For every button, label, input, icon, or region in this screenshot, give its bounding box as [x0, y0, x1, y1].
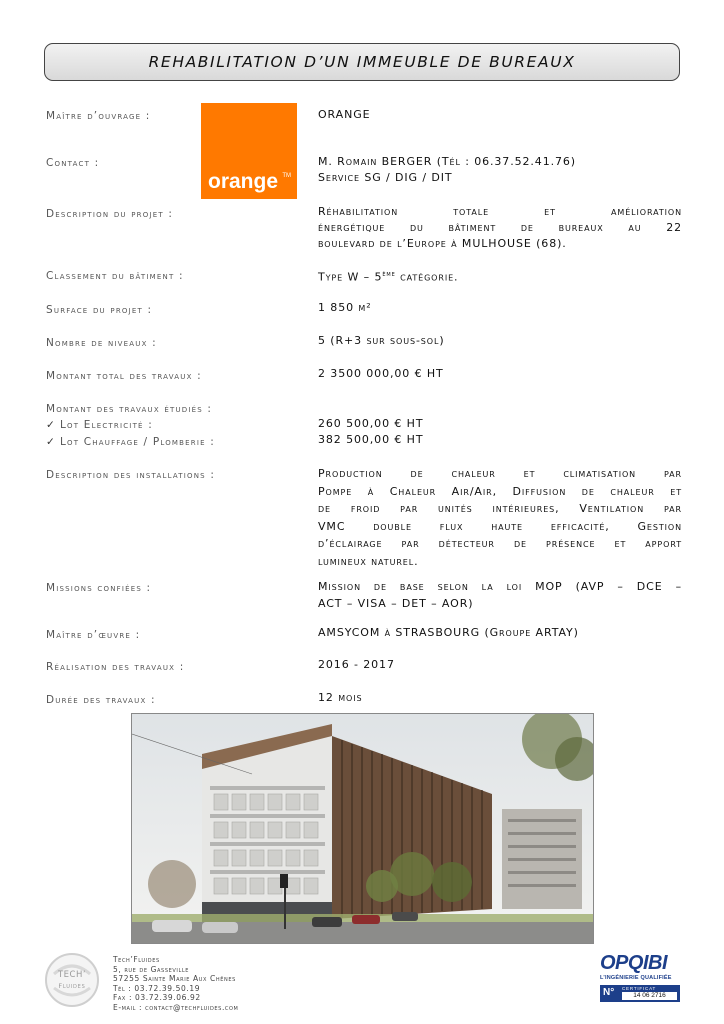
- value-maitre-oeuvre: AMSYCOM à STRASBOURG (Groupe ARTAY): [318, 626, 579, 639]
- label-montant-total: Montant total des travaux :: [46, 370, 202, 382]
- label-montant-etudies: Montant des travaux étudiés :: [46, 403, 213, 415]
- installations-line-6: lumineux naturel.: [318, 554, 419, 568]
- label-maitre-ouvrage: Maître d’ouvrage :: [46, 110, 151, 122]
- description-line-1: Réhabilitation totale et amélioration: [318, 205, 682, 218]
- classement-suffix: catégorie.: [395, 270, 459, 284]
- label-realisation: Réalisation des travaux :: [46, 661, 185, 673]
- value-realisation: 2016 - 2017: [318, 658, 395, 671]
- value-contact: [318, 154, 682, 186]
- contact-line-1: M. Romain BERGER (Tél : 06.37.52.41.76): [318, 155, 576, 168]
- techfluides-logo: [44, 952, 100, 1008]
- building-photo: [131, 713, 594, 944]
- orange-logo: [201, 103, 297, 199]
- value-classement: [318, 266, 682, 286]
- description-line-2: énergétique du bâtiment de bureaux au 22: [318, 221, 682, 234]
- label-contact: Contact :: [46, 157, 100, 169]
- classement-sup: ème: [382, 270, 396, 278]
- installations-line-2: Pompe à Chaleur Air/Air, Diffusion de chaleur et: [318, 484, 682, 498]
- value-missions: [318, 578, 682, 612]
- opqibi-tagline: L’INGÉNIERIE QUALIFIÉE: [600, 975, 672, 981]
- footer-contact-block: [113, 955, 238, 1013]
- missions-line-2: ACT – VISA – DET – AOR): [318, 597, 474, 610]
- check-icon: ✓: [46, 436, 56, 448]
- installations-line-4: VMC double flux haute efficacité, Gestion: [318, 519, 682, 533]
- label-description-projet: Description du projet :: [46, 208, 174, 220]
- value-surface: 1 850 m²: [318, 301, 372, 314]
- description-line-3: boulevard de l’Europe à MULHOUSE (68).: [318, 237, 567, 250]
- footer-company: Tech’Fluides: [113, 955, 160, 964]
- document-title: REHABILITATION D’UN IMMEUBLE DE BUREAUX: [148, 53, 576, 71]
- label-lot-chauffage: [46, 436, 215, 448]
- value-lot-chauffage: 382 500,00 € HT: [318, 433, 424, 446]
- value-installations: [318, 465, 682, 571]
- label-missions: Missions confiées :: [46, 582, 152, 594]
- opqibi-certificate-label: CERTIFICAT: [622, 986, 657, 991]
- building-illustration: [132, 714, 594, 944]
- footer-tel: Tél : 03.72.39.50.19: [113, 983, 201, 993]
- label-installations: Description des installations :: [46, 469, 216, 481]
- document-title-box: [44, 43, 680, 81]
- footer-address-1: 5, rue de Gasseville: [113, 964, 189, 974]
- value-niveaux: 5 (R+3 sur sous-sol): [318, 334, 445, 347]
- opqibi-wordmark: OPQIBI: [600, 952, 668, 974]
- label-lot-electricite: [46, 419, 153, 431]
- value-montant-total: 2 3500 000,00 € HT: [318, 367, 444, 380]
- label-surface: Surface du projet :: [46, 304, 153, 316]
- techfluides-logo-icon: [44, 952, 100, 1008]
- lot-chauffage-label: Lot Chauffage / Plomberie :: [60, 436, 215, 448]
- footer-fax: Fax : 03.72.39.06.92: [113, 993, 201, 1003]
- opqibi-no-label: N°: [603, 987, 615, 998]
- label-maitre-oeuvre: Maître d’œuvre :: [46, 629, 141, 641]
- label-classement: Classement du bâtiment :: [46, 270, 184, 282]
- value-duree: 12 mois: [318, 691, 363, 704]
- classement-prefix: Type W – 5: [318, 270, 383, 284]
- orange-logo-wordmark: orange: [208, 170, 279, 193]
- label-duree: Durée des travaux :: [46, 694, 156, 706]
- installations-line-5: d’éclairage par détecteur de présence et apport: [318, 537, 682, 551]
- value-description-projet: [318, 204, 682, 252]
- value-lot-electricite: 260 500,00 € HT: [318, 417, 424, 430]
- footer-email: E-mail : contact@techfluides.com: [113, 1002, 239, 1012]
- opqibi-certificate-number: 14 06 2716: [622, 992, 677, 1000]
- opqibi-certification-logo: [598, 952, 684, 1008]
- orange-logo-tm: TM: [282, 173, 291, 179]
- installations-line-1: Production de chaleur et climatisation par: [318, 467, 682, 480]
- lot-electricite-label: Lot Electricité :: [60, 419, 153, 431]
- label-niveaux: Nombre de niveaux :: [46, 337, 157, 349]
- missions-line-1: Mission de base selon la loi MOP (AVP – DCE –: [318, 580, 682, 593]
- value-maitre-ouvrage: ORANGE: [318, 108, 371, 121]
- techfluides-logo-text-2: Fluides: [58, 982, 86, 990]
- contact-line-2: Service SG / DIG / DIT: [318, 171, 453, 184]
- check-icon: ✓: [46, 419, 56, 431]
- installations-line-3: de froid par unités intérieures, Ventilation par: [318, 502, 682, 516]
- techfluides-logo-text-1: TECH’: [57, 970, 87, 980]
- footer-address-2: 57255 Sainte Marie Aux Chênes: [113, 974, 236, 984]
- opqibi-certificate-box: [600, 985, 680, 1002]
